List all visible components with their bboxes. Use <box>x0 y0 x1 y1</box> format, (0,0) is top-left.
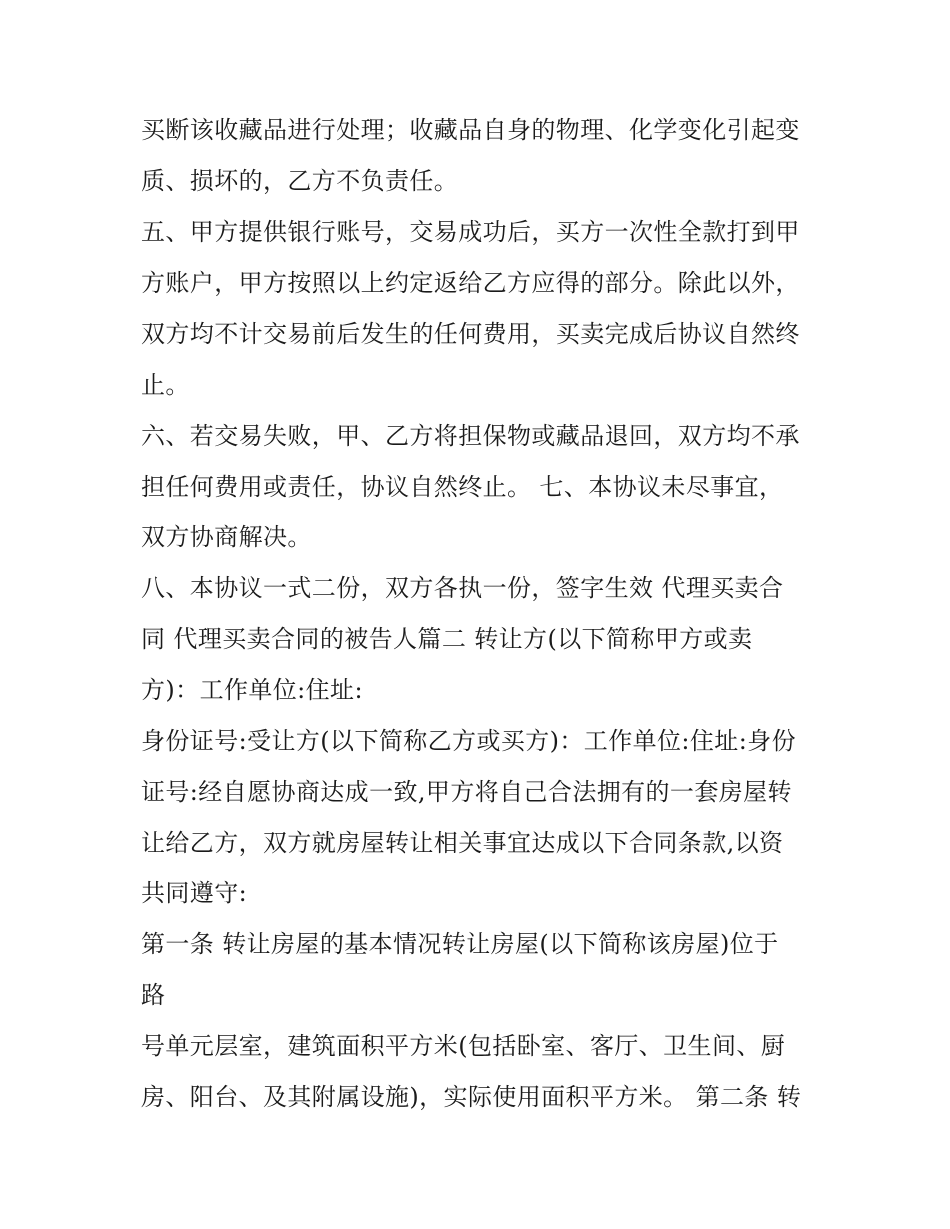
text-line: 六、若交易失败，甲、乙方将担保物或藏品退回，双方均不承 <box>141 422 800 450</box>
text-line: 八、本协议一式二份，双方各执一份，签字生效 代理买卖合 <box>141 574 784 602</box>
text-line: 证号:经自愿协商达成一致,甲方将自己合法拥有的一套房屋转 <box>141 778 792 806</box>
text-line: 止。 <box>141 371 190 399</box>
text-line: 让给乙方，双方就房屋转让相关事宜达成以下合同条款,以资 <box>141 829 784 857</box>
text-line: 方账户，甲方按照以上约定返给乙方应得的部分。除此以外， <box>141 269 800 297</box>
text-line: 路 <box>141 981 166 1009</box>
text-line: 同 代理买卖合同的被告人篇二 转让方(以下简称甲方或卖 <box>141 625 753 653</box>
text-line: 质、损坏的，乙方不负责任。 <box>141 167 459 195</box>
text-line: 房、阳台、及其附属设施)，实际使用面积平方米。 第二条 转 <box>141 1083 802 1111</box>
text-line: 担任何费用或责任，协议自然终止。 七、本协议未尽事宜， <box>141 473 784 501</box>
text-line: 双方协商解决。 <box>141 523 312 551</box>
text-line: 方)：工作单位:住址: <box>141 676 363 704</box>
text-line: 号单元层室，建筑面积平方米(包括卧室、客厅、卫生间、厨 <box>141 1032 786 1060</box>
text-line: 第一条 转让房屋的基本情况转让房屋(以下简称该房屋)位于 <box>141 930 779 958</box>
text-line: 买断该收藏品进行处理；收藏品自身的物理、化学变化引起变 <box>141 116 800 144</box>
text-line: 身份证号:受让方(以下简称乙方或买方)：工作单位:住址:身份 <box>141 727 796 755</box>
text-line: 五、甲方提供银行账号，交易成功后，买方一次性全款打到甲 <box>141 218 800 246</box>
text-line: 双方均不计交易前后发生的任何费用，买卖完成后协议自然终 <box>141 320 800 348</box>
text-line: 共同遵守: <box>141 879 248 907</box>
